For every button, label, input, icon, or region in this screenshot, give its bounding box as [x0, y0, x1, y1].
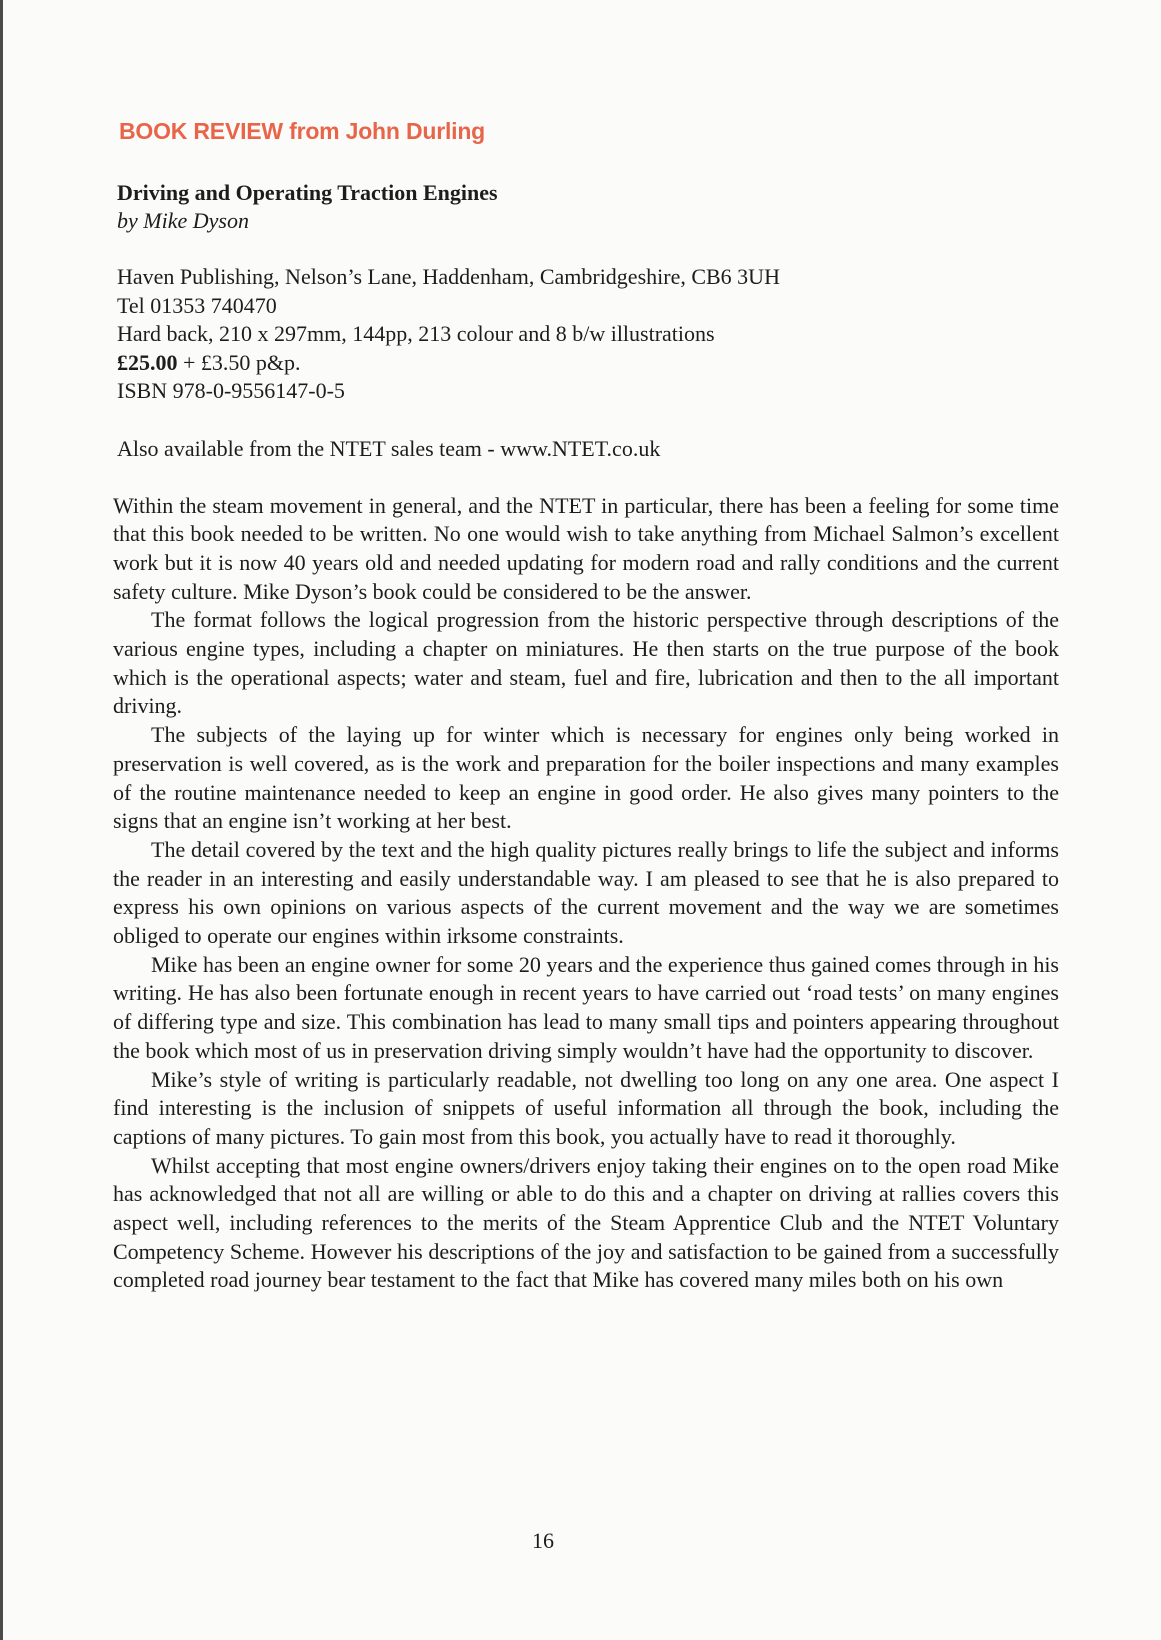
review-paragraph: Whilst accepting that most engine owners/drivers enjoy taking their engines on to the open road Mike has acknowledged that not all are willing or able to do this and a chapter on driving at rallies covers this aspect well, including references to the merits of the Steam Apprentice Club and the NTET Voluntary Competency Scheme. However his descriptions of the joy and satisfaction to be gained from a successfully completed road journey bear testament to the fact that Mike has covered many miles both on his own	[113, 1152, 1059, 1293]
review-paragraph: The detail covered by the text and the high quality pictures really brings to life the subject and informs the reader in an interesting and easily understandable way. I am pleased to see that he is also prepared to express his own opinions on various aspects of the current movement and the way we are sometimes obliged to operate our engines within irksome constraints.	[113, 836, 1059, 949]
page-content	[113, 118, 1059, 1295]
price-value: £25.00	[117, 349, 178, 375]
isbn-line: ISBN 978-0-9556147-0-5	[117, 378, 345, 403]
postage-value: + £3.50 p&p.	[177, 349, 301, 375]
review-paragraph: Within the steam movement in general, and the NTET in particular, there has been a feeling for some time that this book needed to be written. No one would wish to take anything from Michael Salmon’s excellent work but it is now 40 years old and needed updating for modern road and rally conditions and the current safety culture. Mike Dyson’s book could be considered to be the answer.	[113, 492, 1059, 604]
review-paragraph: The format follows the logical progression from the historic perspective through descriptions of the various engine types, including a chapter on miniatures. He then starts on the true purpose of the book which is the operational aspects; water and steam, fuel and fire, lubrication and then to the all important driving.	[113, 607, 1059, 719]
page-number: 16	[532, 1528, 554, 1553]
book-author: by Mike Dyson	[117, 208, 249, 233]
publication-details	[113, 263, 1059, 406]
publisher-line: Haven Publishing, Nelson’s Lane, Haddenham, Cambridgeshire, CB6 3UH	[117, 264, 780, 289]
book-title: Driving and Operating Traction Engines	[117, 180, 498, 205]
review-paragraph: The subjects of the laying up for winter which is necessary for engines only being worked in preservation is well covered, as is the work and preparation for the boiler inspections and many examples of the routine maintenance needed to keep an engine in good order. He also gives many pointers to the signs that an engine isn’t working at her best.	[113, 722, 1059, 834]
review-paragraph: Mike has been an engine owner for some 20 years and the experience thus gained comes through in his writing. He has also been fortunate enough in recent years to have carried out ‘road tests’ on many engines of differing type and size. This combination has lead to many small tips and pointers appearing throughout the book which most of us in preservation driving simply wouldn’t have had the opportunity to discover.	[113, 951, 1059, 1063]
review-paragraph: Mike’s style of writing is particularly readable, not dwelling too long on any one area. One aspect I find interesting is the inclusion of snippets of useful information all through the book, including the captions of many pictures. To gain most from this book, you actually have to read it thoroughly.	[113, 1066, 1059, 1149]
availability-line: Also available from the NTET sales team - www.NTET.co.uk	[117, 435, 661, 461]
telephone-line: Tel 01353 740470	[117, 292, 277, 318]
price-line	[113, 349, 1059, 378]
format-line: Hard back, 210 x 297mm, 144pp, 213 colour and 8 b/w illustrations	[117, 321, 715, 346]
review-heading: BOOK REVIEW from John Durling	[119, 118, 486, 144]
review-body	[113, 492, 1059, 1296]
